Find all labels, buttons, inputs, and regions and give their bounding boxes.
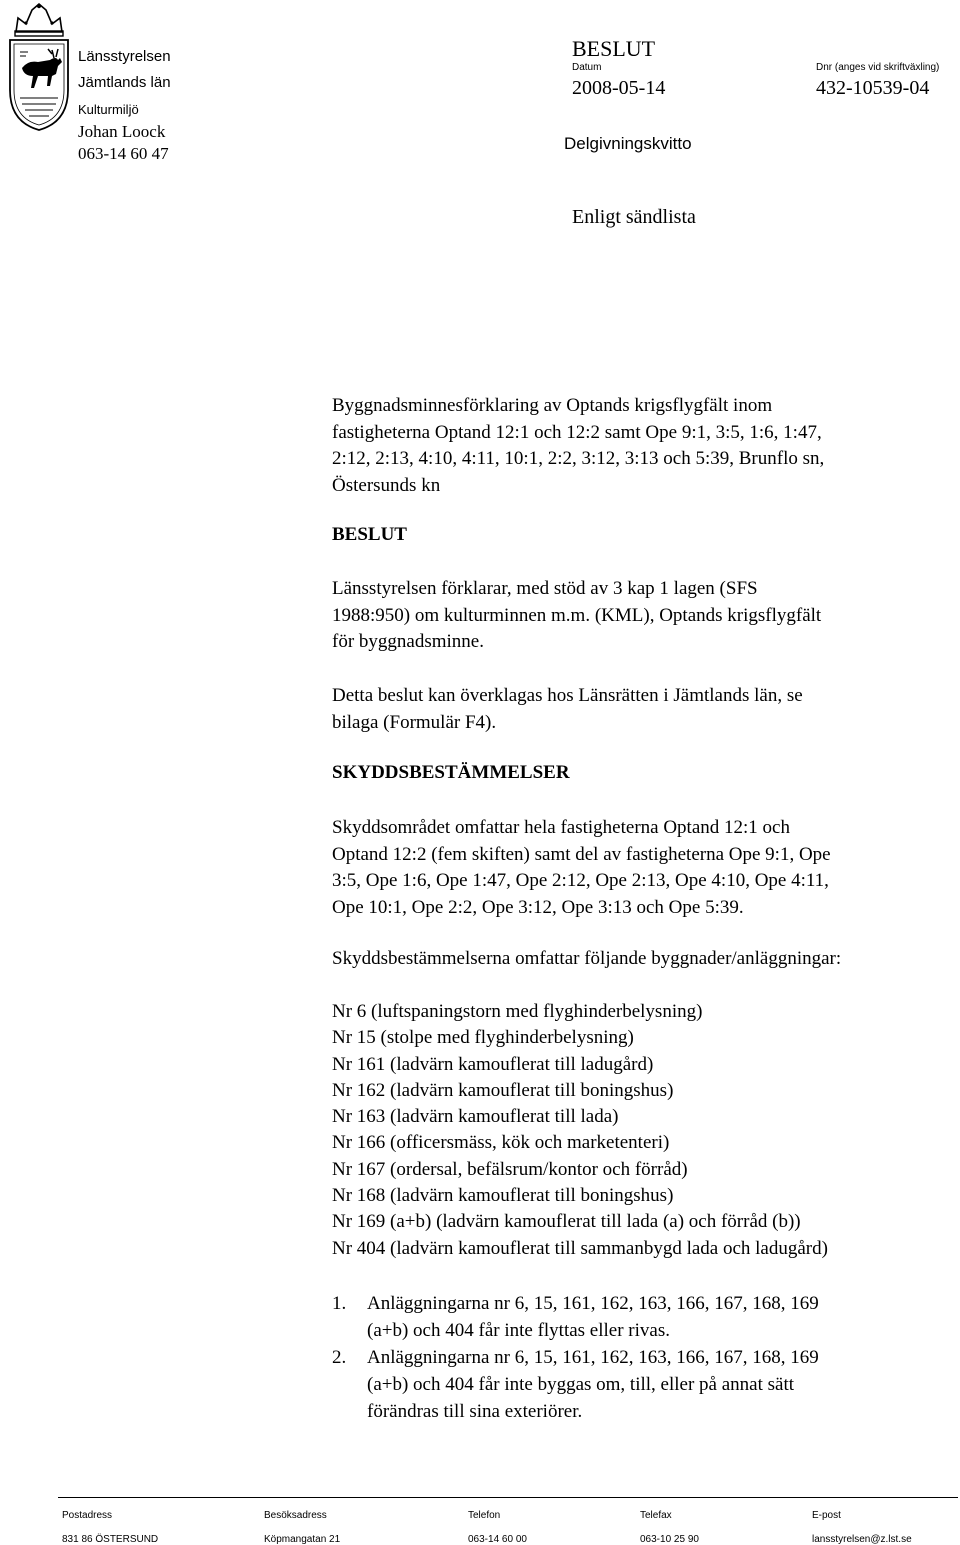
coat-of-arms-logo <box>6 2 72 132</box>
footer-label-email: E-post <box>812 1510 841 1521</box>
paragraph-line: Ope 10:1, Ope 2:2, Ope 3:12, Ope 3:13 och Ope 5:39. <box>332 897 744 919</box>
receipt-label: Delgivningskvitto <box>564 134 692 153</box>
dnr-label: Dnr (anges vid skriftväxling) <box>816 62 940 73</box>
list-item: Nr 168 (ladvärn kamouflerat till boningshus) <box>332 1185 674 1207</box>
rule-line: (a+b) och 404 får inte flyttas eller rivas. <box>367 1320 670 1341</box>
footer-visit-address: Köpmangatan 21 <box>264 1534 341 1545</box>
department: Kulturmiljö <box>78 102 139 117</box>
rule-line: Anläggningarna nr 6, 15, 161, 162, 163, 166, 167, 168, 169 <box>367 1293 819 1314</box>
footer-label-visit: Besöksadress <box>264 1510 327 1521</box>
protection-area-paragraph <box>332 815 831 922</box>
date-label: Datum <box>572 62 602 73</box>
footer-divider <box>58 1497 958 1498</box>
list-item: Nr 169 (a+b) (ladvärn kamouflerat till lada (a) och förråd (b)) <box>332 1211 801 1233</box>
footer-label-fax: Telefax <box>640 1510 672 1521</box>
paragraph-line: för byggnadsminne. <box>332 631 484 653</box>
subject-block <box>332 393 824 500</box>
paragraph-line: 3:5, Ope 1:6, Ope 1:47, Ope 2:12, Ope 2:13, Ope 4:10, Ope 4:11, <box>332 870 829 892</box>
org-name: Länsstyrelsen <box>78 48 171 65</box>
recipient: Enligt sändlista <box>572 206 696 228</box>
contact-phone: 063-14 60 47 <box>78 144 169 163</box>
paragraph-line: Detta beslut kan överklagas hos Länsrätten i Jämtlands län, se <box>332 685 803 706</box>
buildings-intro <box>332 946 841 973</box>
list-item: Nr 163 (ladvärn kamouflerat till lada) <box>332 1106 619 1128</box>
contact-name: Johan Loock <box>78 122 166 141</box>
list-item: Nr 161 (ladvärn kamouflerat till ladugård) <box>332 1053 654 1075</box>
paragraph-line: Länsstyrelsen förklarar, med stöd av 3 kap 1 lagen (SFS <box>332 578 758 599</box>
document-date: 2008-05-14 <box>572 77 666 99</box>
doc-type-title: BESLUT <box>572 36 656 61</box>
footer-postal-address: 831 86 ÖSTERSUND <box>62 1534 159 1545</box>
subject-line: fastigheterna Optand 12:1 och 12:2 samt Ope 9:1, 3:5, 1:6, 1:47, <box>332 421 822 443</box>
footer-phone: 063-14 60 00 <box>468 1534 527 1545</box>
paragraph-line: Skyddsområdet omfattar hela fastigheterna Optand 12:1 och <box>332 817 790 838</box>
list-item: Nr 15 (stolpe med flyghinderbelysning) <box>332 1027 634 1049</box>
rule-item-1 <box>332 1290 952 1350</box>
decision-heading: BESLUT <box>332 524 407 545</box>
rule-line: Anläggningarna nr 6, 15, 161, 162, 163, 166, 167, 168, 169 <box>367 1347 819 1368</box>
rule-line: förändras till sina exteriörer. <box>367 1401 583 1422</box>
appeal-paragraph <box>332 683 803 736</box>
rule-item-2 <box>332 1344 952 1429</box>
footer-email: lansstyrelsen@z.lst.se <box>812 1534 912 1545</box>
paragraph-line: 1988:950) om kulturminnen m.m. (KML), Optands krigsflygfält <box>332 604 822 626</box>
footer-fax: 063-10 25 90 <box>640 1534 699 1545</box>
rule-number: 2. <box>332 1347 347 1368</box>
subject-line: Byggnadsminnesförklaring av Optands krigsflygfält inom <box>332 395 773 416</box>
list-item: Nr 404 (ladvärn kamouflerat till sammanbygd lada och ladugård) <box>332 1237 828 1259</box>
paragraph-line: Optand 12:2 (fem skiften) samt del av fastigheterna Ope 9:1, Ope <box>332 843 831 865</box>
subject-line: 2:12, 2:13, 4:10, 4:11, 10:1, 2:2, 3:12, 3:13 och 5:39, Brunflo sn, <box>332 448 825 470</box>
subject-line: Östersunds kn <box>332 475 441 497</box>
list-item: Nr 167 (ordersal, befälsrum/kontor och förråd) <box>332 1158 688 1180</box>
footer-label-phone: Telefon <box>468 1510 501 1521</box>
decision-paragraph <box>332 576 821 656</box>
list-item: Nr 162 (ladvärn kamouflerat till boningshus) <box>332 1079 674 1101</box>
buildings-list <box>332 999 828 1262</box>
protection-heading: SKYDDSBESTÄMMELSER <box>332 762 570 783</box>
county-name: Jämtlands län <box>78 74 171 91</box>
paragraph-line: bilaga (Formulär F4). <box>332 711 497 733</box>
list-item: Nr 6 (luftspaningstorn med flyghinderbelysning) <box>332 1001 703 1022</box>
paragraph-line: Skyddsbestämmelserna omfattar följande byggnader/anläggningar: <box>332 948 842 969</box>
document-dnr: 432-10539-04 <box>816 77 930 99</box>
rule-line: (a+b) och 404 får inte byggas om, till, eller på annat sätt <box>367 1374 794 1395</box>
rule-number: 1. <box>332 1293 347 1314</box>
footer-label-postal: Postadress <box>62 1510 113 1521</box>
list-item: Nr 166 (officersmäss, kök och marketenteri) <box>332 1132 670 1154</box>
